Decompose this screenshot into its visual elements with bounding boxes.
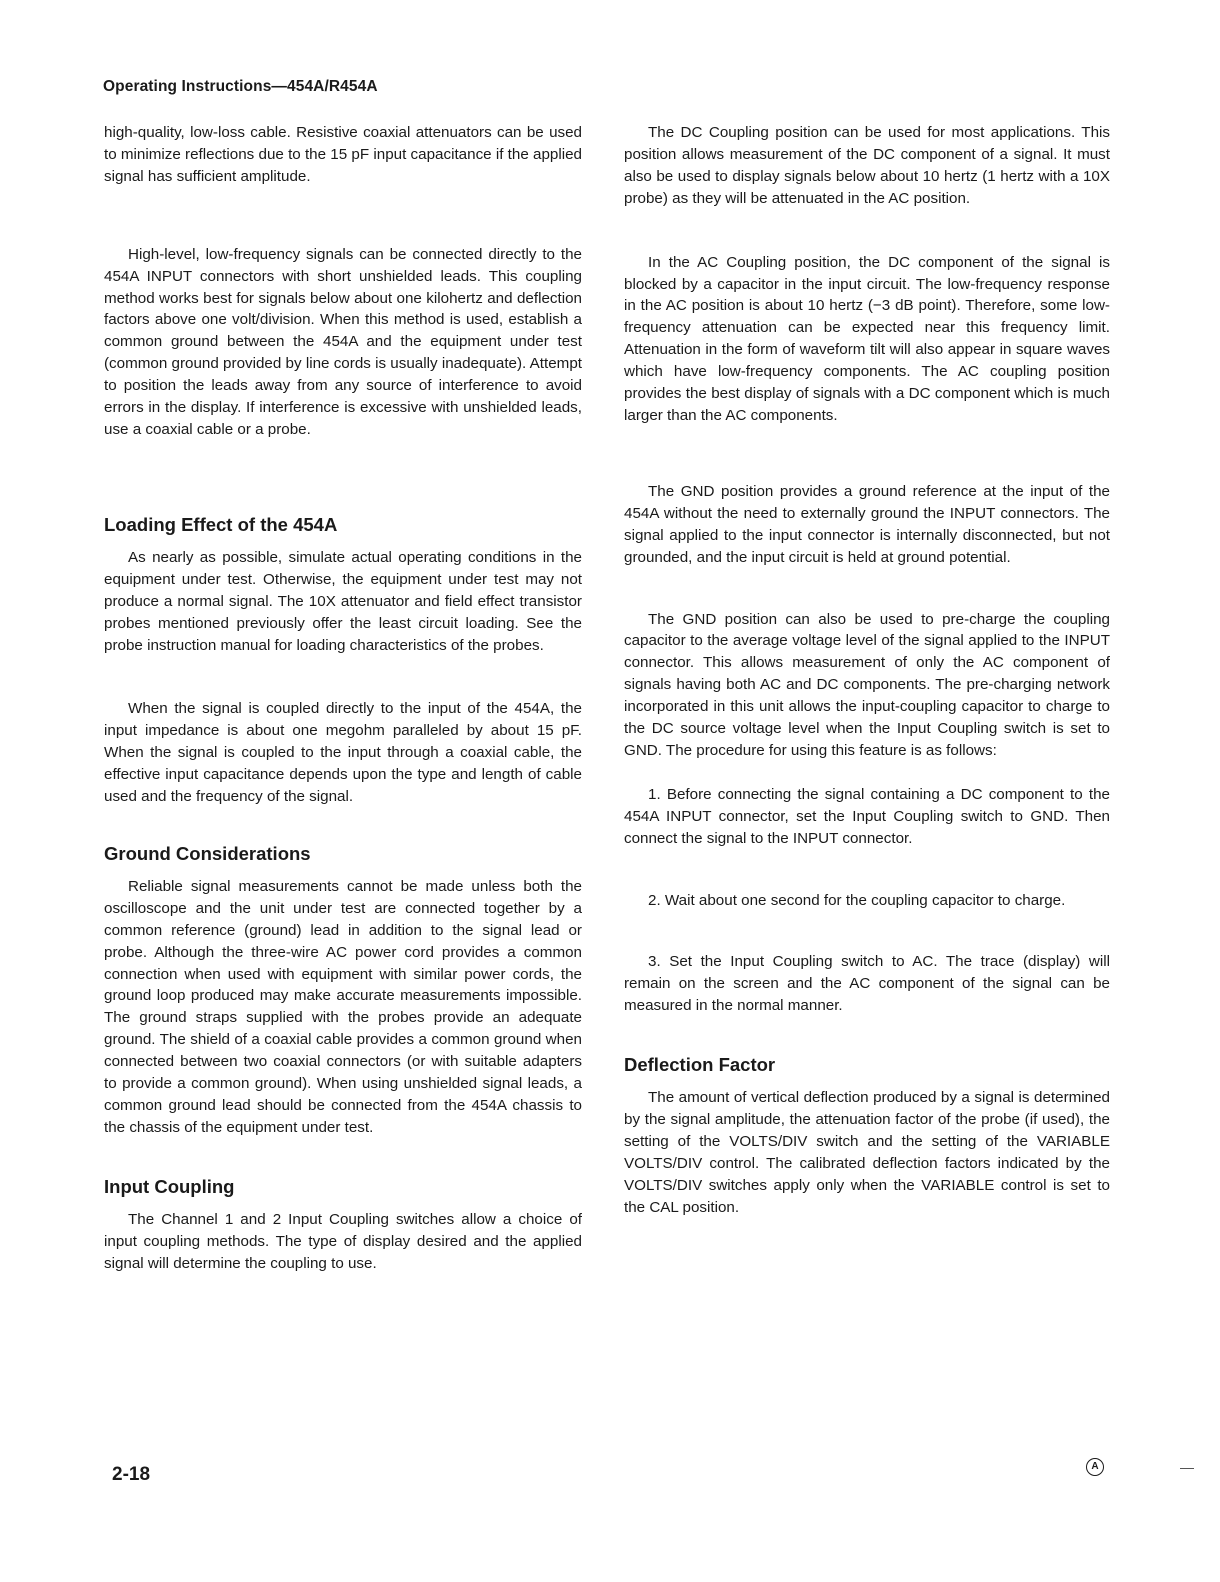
paragraph-input-coupling: The Channel 1 and 2 Input Coupling switches allow a choice of input coupling methods. The type of display desired and the applied signal will determine the coupling to use. — [104, 1210, 582, 1272]
paragraph-coax-cable: high-quality, low-loss cable. Resistive coaxial attenuators can be used to minimize reflections due to the 15 pF input capacitance if the applied signal has sufficient amplitude. — [104, 124, 582, 185]
paragraph-deflection-factor: The amount of vertical deflection produced by a signal is determined by the signal amplitude, the attenuation factor of the probe (if used), the setting of the VOLTS/DIV switch and the setting of the VARIABLE VOLTS/DIV control. The calibrated deflection factors indicated by the VOLTS/DIV switches apply only when the VARIABLE control is set to the CAL position. — [624, 1089, 1110, 1216]
paragraph-dc-coupling: The DC Coupling position can be used for most applications. This position allows measurement of the DC component of a signal. It must also be used to display signals below about 10 hertz (1 hertz with a 10X probe) as they will be attenuated in the AC position. — [624, 124, 1110, 207]
heading-loading-effect: Loading Effect of the 454A — [104, 513, 338, 535]
right-column — [624, 122, 1110, 1219]
running-header: Operating Instructions—454A/R454A — [103, 78, 378, 95]
heading-deflection-factor: Deflection Factor — [624, 1054, 776, 1076]
edge-mark — [1180, 1468, 1194, 1469]
paragraph-gnd-precharge: The GND position can also be used to pre-charge the coupling capacitor to the average voltage level of the signal applied to the INPUT connector. This allows measurement of only the AC component of signals having both AC and DC components. The pre-charging network incorporated in this unit allows the input-coupling capacitor to charge to the DC source voltage level when the Input Coupling switch is set to GND. The procedure for using this feature is as follows: — [624, 610, 1110, 759]
revision-mark-icon: A — [1086, 1458, 1104, 1476]
heading-ground-considerations: Ground Considerations — [104, 842, 311, 864]
paragraph-ac-coupling: In the AC Coupling position, the DC component of the signal is blocked by a capacitor in the input circuit. The low-frequency response in the AC position is about 10 hertz (−3 dB point). Therefore, some low-frequency attenuation can be expected near this frequency limit. Attenuation in the form of waveform tilt will also appear in square waves which have low-frequency components. The AC coupling position provides the best display of signals with a DC component which is much larger than the AC components. — [624, 253, 1110, 424]
paragraph-ground-considerations: Reliable signal measurements cannot be made unless both the oscilloscope and the unit under test are connected together by a common reference (ground) lead in addition to the signal lead or probe. Although the three-wire AC power cord provides a common connection when used with equipment with similar power cords, the ground loop produced may make accurate measurements impossible. The ground straps supplied with the probes provide an adequate ground. The shield of a coaxial cable provides a common ground when connected between two coaxial connectors (or with suitable adapters to provide a common ground). When using unshielded signal leads, a common ground lead should be connected from the 454A chassis to the chassis of the equipment under test. — [104, 877, 582, 1136]
procedure-step-2: 2. Wait about one second for the coupling capacitor to charge. — [648, 891, 1066, 909]
paragraph-loading-effect: As nearly as possible, simulate actual operating conditions in the equipment under test. Otherwise, the equipment under test may not produce a normal signal. The 10X attenuator and field effect transistor probes mentioned previously offer the least circuit loading. See the probe instruction manual for loading characteristics of the probes. — [104, 548, 582, 654]
procedure-step-1: 1. Before connecting the signal containing a DC component to the 454A INPUT connector, set the Input Coupling switch to GND. Then connect the signal to the INPUT connector. — [624, 785, 1110, 847]
paragraph-gnd-position: The GND position provides a ground reference at the input of the 454A without the need to externally ground the INPUT connectors. The signal applied to the input connector is internally disconnected, but not grounded, and the input circuit is held at ground potential. — [624, 482, 1110, 566]
procedure-step-3: 3. Set the Input Coupling switch to AC. The trace (display) will remain on the screen and the AC component of the signal can be measured in the normal manner. — [624, 953, 1110, 1015]
paragraph-unshielded-leads: High-level, low-frequency signals can be connected directly to the 454A INPUT connectors with short unshielded leads. This coupling method works best for signals below about one kilohertz and deflection factors above one volt/division. When this method is used, establish a common ground between the 454A and the equipment under test (common ground provided by line cords is usually inadequate). Attempt to position the leads away from any source of interference to avoid errors in the display. If interference is excessive with unshielded leads, use a coaxial cable or a probe. — [104, 245, 582, 438]
page-number: 2-18 — [112, 1464, 151, 1485]
heading-input-coupling: Input Coupling — [104, 1175, 235, 1197]
paragraph-input-impedance: When the signal is coupled directly to the input of the 454A, the input impedance is about one megohm paralleled by about 15 pF. When the signal is coupled to the input through a coaxial cable, the effective input capacitance depends upon the type and length of cable used and the frequency of the signal. — [104, 700, 582, 806]
left-column — [104, 122, 582, 1275]
